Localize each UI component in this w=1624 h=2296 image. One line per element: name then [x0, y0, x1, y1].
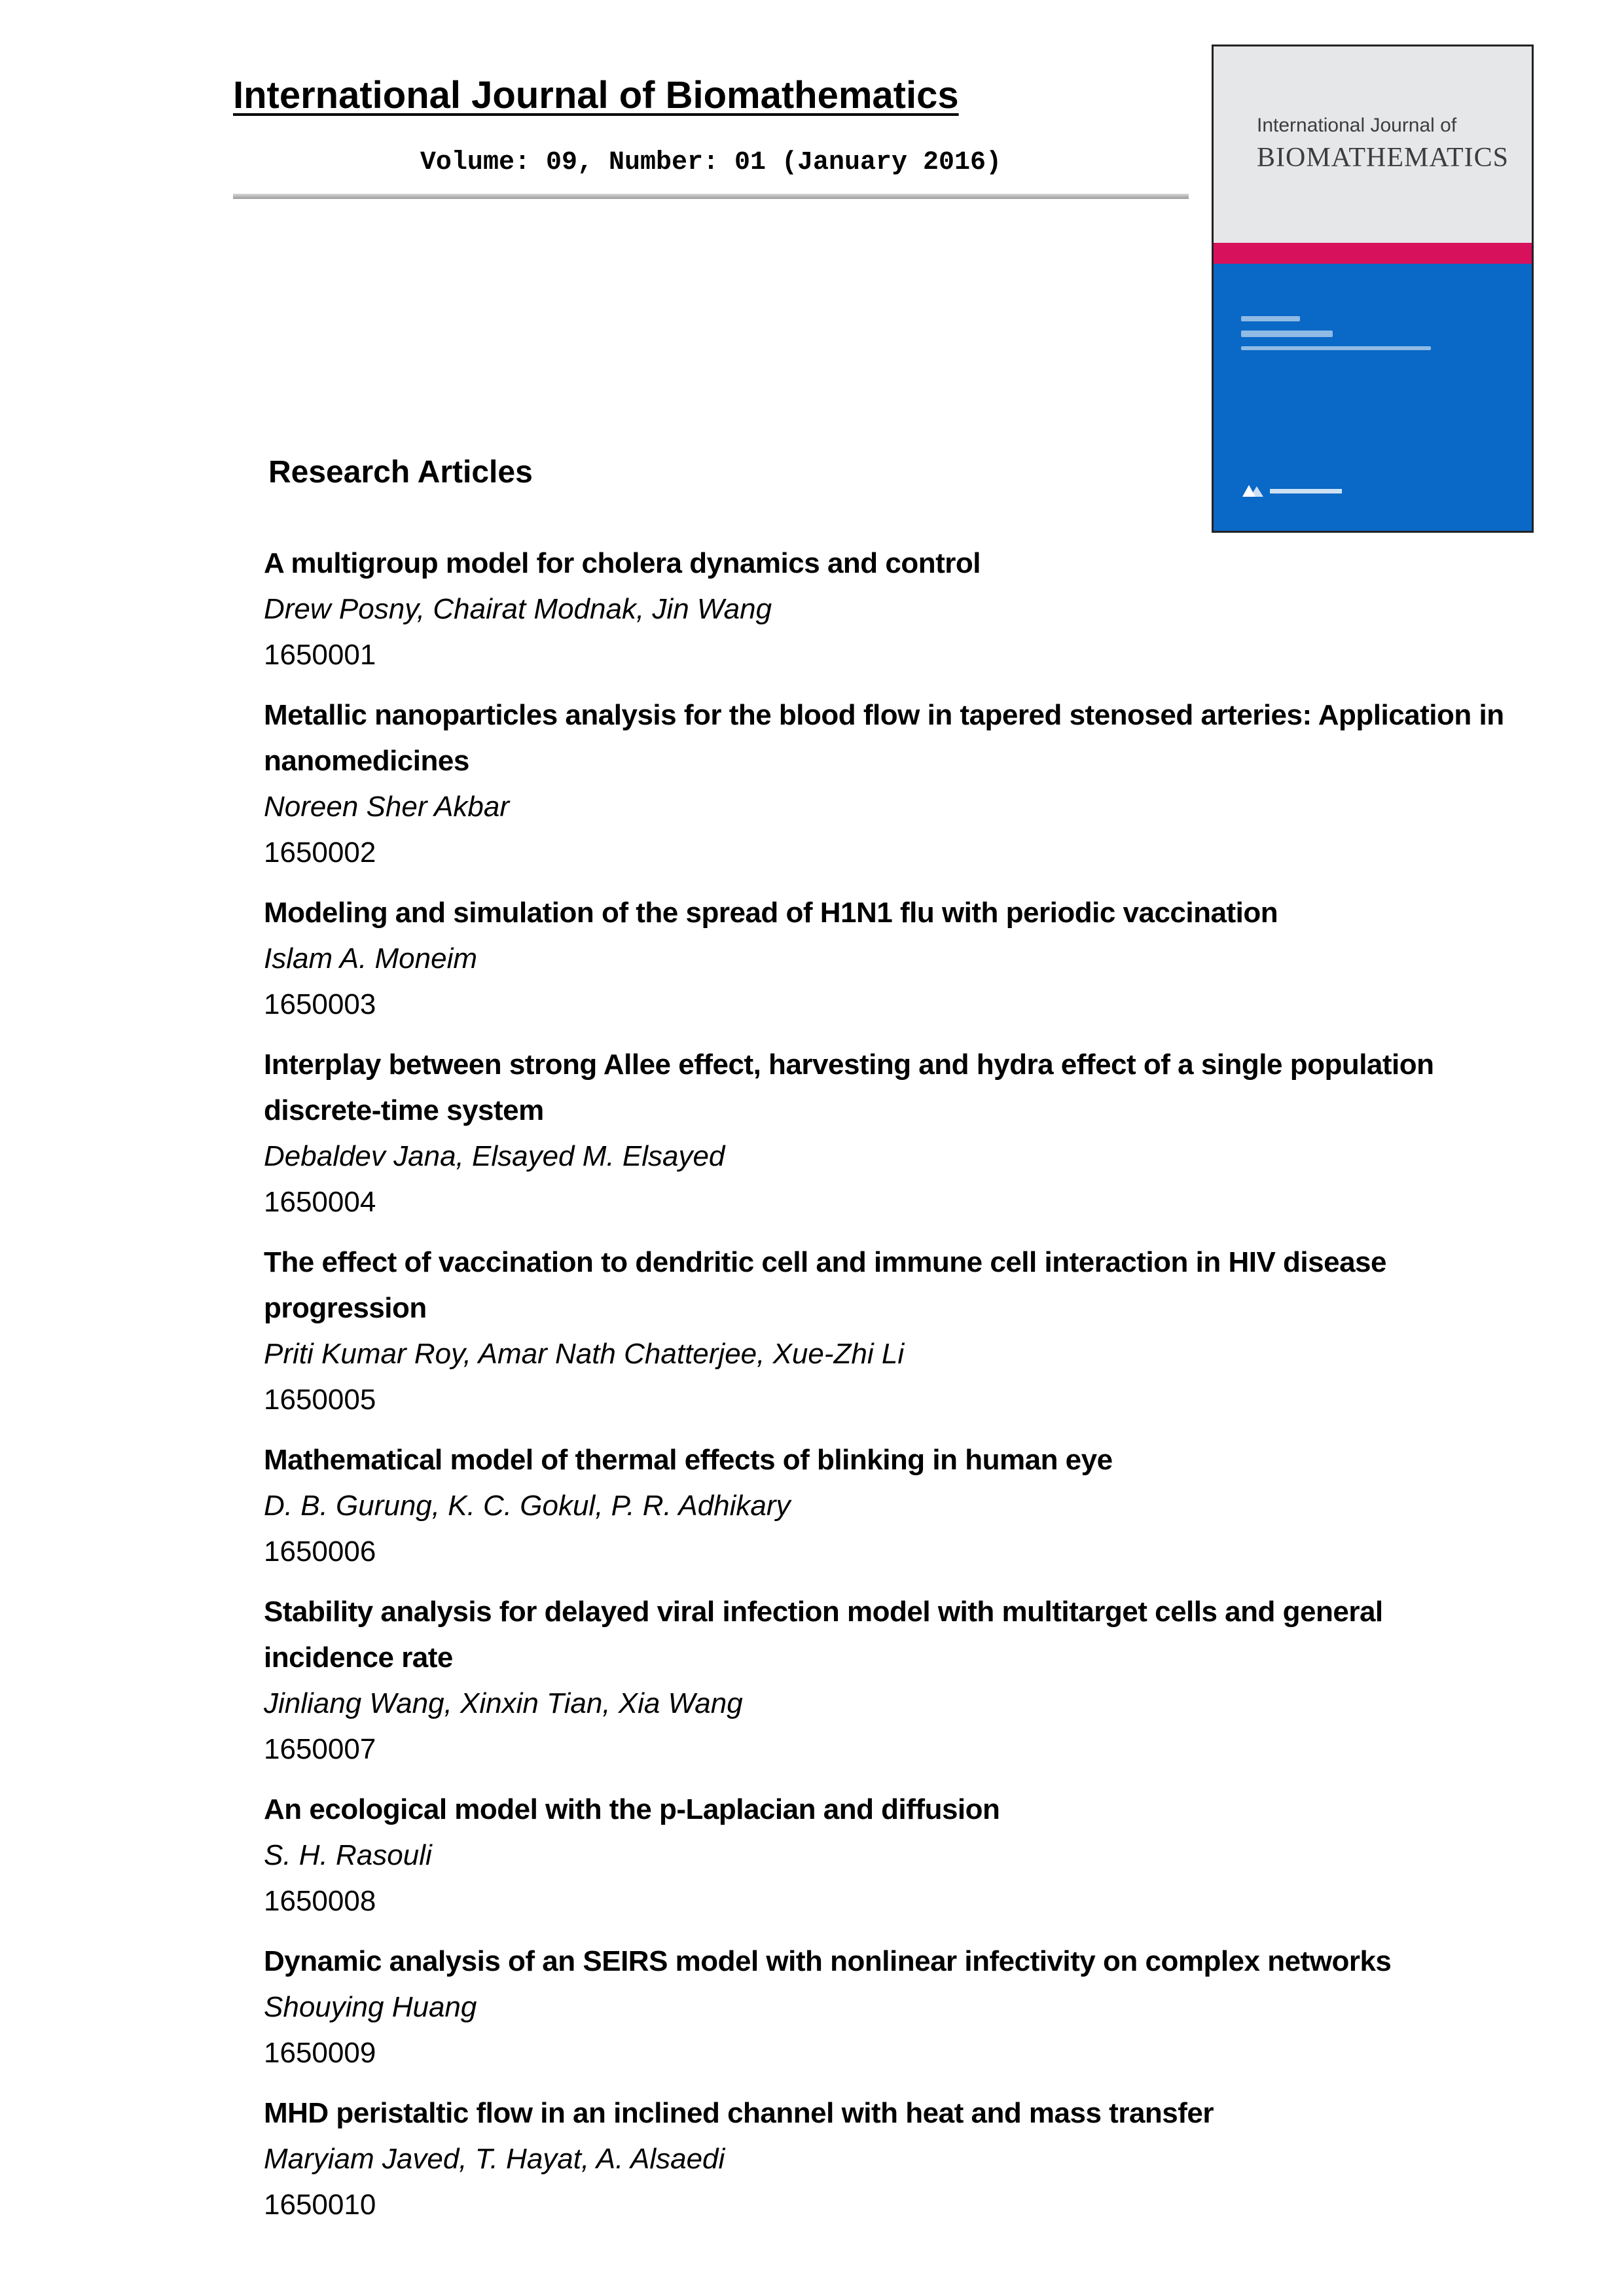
cover-big-title: BIOMATHEMATICS — [1257, 143, 1509, 173]
publisher-logo-icon — [1241, 484, 1352, 498]
article-list — [264, 541, 1507, 2242]
article-title[interactable]: MHD peristaltic flow in an inclined channel with heat and mass transfer — [264, 2097, 1214, 2129]
article-number: 1650007 — [264, 1733, 376, 1765]
cover-editor-text-lines — [1241, 316, 1437, 359]
journal-title: International Journal of Biomathematics — [233, 74, 959, 117]
article-item — [264, 2090, 1507, 2228]
article-item — [264, 692, 1507, 876]
article-item — [264, 1939, 1507, 2076]
article-title[interactable]: Stability analysis for delayed viral infection model with multitarget cells and general incidence rate — [264, 1596, 1383, 1674]
article-authors: Priti Kumar Roy, Amar Nath Chatterjee, Xue-Zhi Li — [264, 1338, 905, 1370]
header-divider — [233, 194, 1189, 199]
cover-small-title: International Journal of — [1257, 115, 1457, 136]
article-title[interactable]: Dynamic analysis of an SEIRS model with nonlinear infectivity on complex networks — [264, 1945, 1392, 1977]
article-authors: S. H. Rasouli — [264, 1839, 432, 1871]
article-title[interactable]: The effect of vaccination to dendritic cell and immune cell interaction in HIV disease progression — [264, 1246, 1386, 1324]
article-number: 1650008 — [264, 1885, 376, 1917]
article-item — [264, 1589, 1507, 1772]
article-authors: Debaldev Jana, Elsayed M. Elsayed — [264, 1140, 725, 1172]
article-number: 1650010 — [264, 2189, 376, 2221]
article-number: 1650001 — [264, 639, 376, 671]
article-authors: Maryiam Javed, T. Hayat, A. Alsaedi — [264, 2143, 725, 2175]
article-authors: D. B. Gurung, K. C. Gokul, P. R. Adhikary — [264, 1490, 791, 1522]
article-authors: Drew Posny, Chairat Modnak, Jin Wang — [264, 593, 772, 625]
article-authors: Noreen Sher Akbar — [264, 791, 510, 823]
journal-cover-image — [1212, 45, 1534, 533]
article-title[interactable]: An ecological model with the p-Laplacian and diffusion — [264, 1793, 1000, 1825]
article-number: 1650002 — [264, 836, 376, 869]
article-item — [264, 1042, 1507, 1225]
article-title[interactable]: Modeling and simulation of the spread of H1N1 flu with periodic vaccination — [264, 897, 1278, 929]
article-title[interactable]: Metallic nanoparticles analysis for the blood flow in tapered stenosed arteries: Application in nanomedicines — [264, 699, 1504, 777]
article-item — [264, 1240, 1507, 1423]
article-item — [264, 1437, 1507, 1575]
article-number: 1650006 — [264, 1535, 376, 1568]
article-authors: Shouying Huang — [264, 1991, 477, 2023]
article-number: 1650009 — [264, 2037, 376, 2069]
volume-issue-line: Volume: 09, Number: 01 (January 2016) — [420, 148, 1002, 177]
cover-accent-stripe — [1214, 243, 1532, 264]
article-number: 1650005 — [264, 1384, 376, 1416]
article-title[interactable]: Interplay between strong Allee effect, harvesting and hydra effect of a single population discrete-time system — [264, 1049, 1434, 1126]
article-title[interactable]: A multigroup model for cholera dynamics and control — [264, 547, 981, 579]
article-title[interactable]: Mathematical model of thermal effects of blinking in human eye — [264, 1444, 1113, 1476]
article-item — [264, 1787, 1507, 1924]
article-number: 1650003 — [264, 988, 376, 1020]
article-number: 1650004 — [264, 1186, 376, 1218]
article-item — [264, 890, 1507, 1028]
article-item — [264, 541, 1507, 678]
section-heading: Research Articles — [268, 455, 533, 490]
article-authors: Jinliang Wang, Xinxin Tian, Xia Wang — [264, 1687, 743, 1719]
article-authors: Islam A. Moneim — [264, 942, 478, 975]
